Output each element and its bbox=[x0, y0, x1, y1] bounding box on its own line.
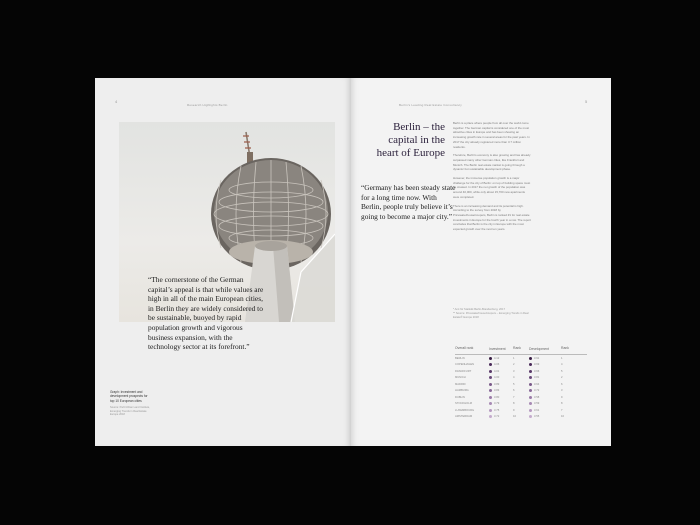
development-score: 3.59 bbox=[534, 402, 540, 406]
development-score: 3.61 bbox=[534, 408, 540, 412]
development-score: 3.55 bbox=[534, 415, 540, 419]
investment-rank: 3 bbox=[513, 369, 515, 373]
investment-rank: 1 bbox=[513, 356, 515, 360]
body-text bbox=[453, 121, 531, 236]
body-paragraph: Therefore, Berlin’s economy is also growing and has already surpassed many other German cities, like Frankfurt and Munich. The Berlin real estate market is going through a dynamic but sustainable development phase. bbox=[453, 153, 531, 172]
table-row bbox=[455, 414, 587, 421]
development-score: 3.66 bbox=[534, 369, 540, 373]
right-pull-quote: “Germany has been steady state for a long time now. With Berlin, people truly believe it’s going to become a major city.” bbox=[361, 183, 456, 221]
development-rank: 3 bbox=[561, 389, 563, 393]
investment-cell bbox=[489, 402, 513, 405]
left-page bbox=[95, 78, 351, 446]
development-score: 3.91 bbox=[534, 356, 540, 360]
development-score: 3.69 bbox=[534, 363, 540, 367]
rank-dot bbox=[489, 357, 492, 360]
page-headline: Berlin – the capital in the heart of Europe bbox=[376, 121, 445, 159]
table-body bbox=[455, 355, 587, 420]
rank-dot bbox=[489, 396, 492, 399]
rank-dot bbox=[489, 383, 492, 386]
rank-dot bbox=[529, 376, 532, 379]
body-paragraph: However, the immense population growth is a major challenge for the city of Berlin: on top of building space must be created. In 2017 the net growth of the population was around 40,000, while only about 15,700 new apartments were completed. bbox=[453, 176, 531, 199]
investment-cell bbox=[489, 409, 513, 412]
rank-dot bbox=[529, 402, 532, 405]
investment-score: 4.00 bbox=[494, 376, 500, 380]
city-ranking-table bbox=[455, 346, 587, 420]
city-name: BERLIN bbox=[455, 356, 465, 360]
development-rank: 5 bbox=[561, 369, 563, 373]
development-cell bbox=[529, 396, 561, 399]
rank-dot bbox=[489, 409, 492, 412]
city-name: STOCKHOLM bbox=[455, 402, 472, 406]
col-header: Investment bbox=[489, 347, 506, 351]
investment-rank: 5 bbox=[513, 382, 515, 386]
development-score: 3.81 bbox=[534, 376, 540, 380]
development-score: 3.58 bbox=[534, 395, 540, 399]
rank-dot bbox=[529, 383, 532, 386]
development-rank: 6 bbox=[561, 382, 563, 386]
investment-rank: 2 bbox=[513, 363, 515, 367]
footnotes bbox=[453, 308, 531, 321]
col-header: Rank bbox=[561, 346, 569, 350]
investment-score: 3.80 bbox=[494, 395, 500, 399]
investment-cell bbox=[489, 357, 513, 360]
body-paragraph: There is an increasing demand and its potential is high. According to the survey from 2018 by PricewaterhouseCoopers, Berlin is ranked #1 for real estate investments in Europe for the fourth year in a row. The report concludes that Berlin is the city in Europe with the most expected growth over the next ten years. bbox=[453, 203, 531, 232]
rank-dot bbox=[529, 396, 532, 399]
investment-score: 3.72 bbox=[494, 415, 500, 419]
city-name: LUXEMBOURG bbox=[455, 408, 475, 412]
rank-dot bbox=[529, 363, 532, 366]
rank-dot bbox=[529, 389, 532, 392]
page-number-left: 4 bbox=[115, 99, 118, 104]
rank-dot bbox=[529, 415, 532, 418]
investment-cell bbox=[489, 415, 513, 418]
investment-score: 3.79 bbox=[494, 402, 500, 406]
investment-rank: 4 bbox=[513, 376, 515, 380]
investment-score: 4.01 bbox=[494, 369, 500, 373]
rank-dot bbox=[529, 409, 532, 412]
investment-cell bbox=[489, 383, 513, 386]
city-name: MADRID bbox=[455, 382, 466, 386]
development-rank: 10 bbox=[561, 415, 564, 419]
development-cell bbox=[529, 357, 561, 360]
city-name: HAMBURG bbox=[455, 389, 469, 393]
city-name: FRANKFURT bbox=[455, 369, 472, 373]
rank-dot bbox=[489, 415, 492, 418]
rank-dot bbox=[529, 357, 532, 360]
city-name: MUNICH bbox=[455, 376, 466, 380]
rank-dot bbox=[489, 389, 492, 392]
development-cell bbox=[529, 402, 561, 405]
rank-dot bbox=[489, 370, 492, 373]
development-rank: 7 bbox=[561, 408, 563, 412]
development-cell bbox=[529, 370, 561, 373]
rank-dot bbox=[489, 376, 492, 379]
col-header: Development bbox=[529, 347, 549, 351]
investment-score: 4.06 bbox=[494, 363, 500, 367]
running-head-left: Research Highlights Berlin bbox=[187, 103, 228, 107]
investment-cell bbox=[489, 376, 513, 379]
development-rank: 9 bbox=[561, 395, 563, 399]
development-cell bbox=[529, 376, 561, 379]
development-score: 3.72 bbox=[534, 389, 540, 393]
investment-rank: 6 bbox=[513, 389, 515, 393]
investment-rank: 7 bbox=[513, 395, 515, 399]
development-cell bbox=[529, 389, 561, 392]
left-pull-quote: “The cornerstone of the German capital’s appeal is that while values are high in all of the main European cities, in Berlin they are widely considered to be sustainable, buoyed by rapid population growth and vigorous business expansion, with the technology sector at its forefront.” bbox=[148, 275, 264, 352]
development-rank: 2 bbox=[561, 376, 563, 380]
city-name: AMSTERDAM bbox=[455, 415, 473, 419]
magazine-spread bbox=[95, 78, 611, 446]
investment-cell bbox=[489, 389, 513, 392]
development-rank: 4 bbox=[561, 363, 563, 367]
footnote: * Amt für Statistik Berlin-Brandenburg, 2017 bbox=[453, 308, 505, 311]
development-rank: 1 bbox=[561, 356, 563, 360]
right-page bbox=[351, 78, 611, 446]
rank-dot bbox=[489, 363, 492, 366]
investment-rank: 10 bbox=[513, 415, 516, 419]
city-name: COPENHAGEN bbox=[455, 363, 475, 367]
rank-dot bbox=[489, 402, 492, 405]
col-header: Overall rank bbox=[455, 346, 474, 350]
investment-cell bbox=[489, 396, 513, 399]
running-head-right: Berlin’s Leading Real Estate Consultancy bbox=[399, 103, 462, 107]
investment-score: 4.12 bbox=[494, 356, 500, 360]
graph-caption: Graph: Investment and development prospects for top 10 European cities bbox=[110, 390, 148, 403]
page-number-right: 5 bbox=[585, 99, 588, 104]
graph-source: Source: PwC/Urban Land Institute, Emerging Trends in Real Estate Europe 2018 bbox=[110, 406, 150, 417]
investment-score: 3.75 bbox=[494, 408, 500, 412]
footnote: ** Source: PricewaterhouseCoopers – Emerging Trends in Real Estate® Europe 2018 bbox=[453, 312, 529, 320]
investment-score: 3.89 bbox=[494, 382, 500, 386]
development-cell bbox=[529, 383, 561, 386]
body-paragraph: Berlin is a place where people from all over the world come together. The German capital is considered one of the most attractive cities in Europe and has been showing an increasing growth rate in several areas for the past years. In 2017 the city already registered more than 3.7 million residents. bbox=[453, 121, 530, 149]
investment-cell bbox=[489, 363, 513, 366]
col-header: Rank bbox=[513, 346, 521, 350]
development-cell bbox=[529, 409, 561, 412]
city-name: DUBLIN bbox=[455, 395, 465, 399]
table-header bbox=[455, 346, 587, 355]
rank-dot bbox=[529, 370, 532, 373]
investment-cell bbox=[489, 370, 513, 373]
investment-score: 3.83 bbox=[494, 389, 500, 393]
development-rank: 8 bbox=[561, 402, 563, 406]
development-score: 3.64 bbox=[534, 382, 540, 386]
development-cell bbox=[529, 415, 561, 418]
development-cell bbox=[529, 363, 561, 366]
investment-rank: 8 bbox=[513, 402, 515, 406]
investment-rank: 9 bbox=[513, 408, 515, 412]
